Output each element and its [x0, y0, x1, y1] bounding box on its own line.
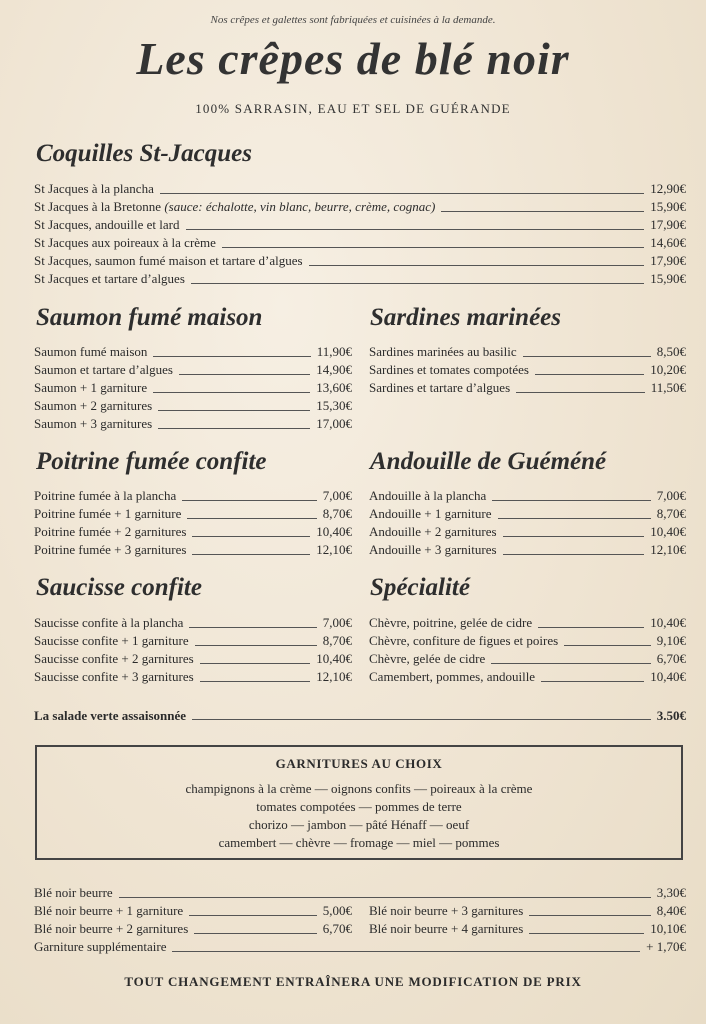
- menu-item: [34, 505, 352, 523]
- item-price: 17,90€: [650, 217, 686, 232]
- price-change-notice: TOUT CHANGEMENT ENTRAÎNERA UNE MODIFICATION DE PRIX: [124, 974, 582, 989]
- menu-item: [369, 902, 686, 920]
- item-price: 14,60€: [650, 235, 686, 250]
- item-price: 8,50€: [656, 344, 686, 359]
- menu-item: [34, 668, 352, 686]
- item-label: Saumon et tartare d’algues: [34, 362, 173, 377]
- menu-item: [34, 541, 352, 559]
- item-label: Poitrine fumée à la plancha: [34, 488, 177, 503]
- item-label: Saucisse confite + 1 garniture: [34, 633, 189, 648]
- menu-item: [34, 938, 686, 956]
- garnitures-box: [35, 745, 683, 860]
- item-price: 17,90€: [650, 253, 686, 268]
- menu-item: [34, 216, 686, 234]
- item-price: 7,00€: [656, 488, 686, 503]
- item-price: 15,90€: [650, 199, 686, 214]
- menu-item: [34, 234, 686, 252]
- item-price: 12,10€: [316, 542, 352, 557]
- menu-item: [34, 379, 352, 397]
- section-title-saumon: Saumon fumé maison: [36, 304, 263, 331]
- item-note: (sauce: échalotte, vin blanc, beurre, crème, cognac): [164, 199, 436, 214]
- menu-item: [369, 505, 686, 523]
- item-price: 12,90€: [650, 181, 686, 196]
- menu-item: [369, 920, 686, 938]
- garniture-supplement-line: [34, 938, 686, 956]
- item-price: 5,00€: [322, 903, 352, 918]
- item-price: 6,70€: [322, 921, 352, 936]
- item-label: St Jacques, saumon fumé maison et tartare d’algues: [34, 253, 303, 268]
- menu-item: [34, 614, 352, 632]
- menu-item: [34, 632, 352, 650]
- menu-list-andouille: [369, 487, 686, 559]
- menu-item: [369, 668, 686, 686]
- item-label: Chèvre, poitrine, gelée de cidre: [369, 615, 533, 630]
- section-title-sardines: Sardines marinées: [370, 304, 562, 331]
- menu-item: [34, 487, 352, 505]
- menu-item: [34, 397, 352, 415]
- item-label: St Jacques à la Bretonne: [34, 199, 162, 214]
- intro-note: Nos crêpes et galettes sont fabriquées et cuisinées à la demande.: [210, 14, 496, 26]
- item-price: 10,40€: [316, 651, 352, 666]
- item-price: 12,10€: [650, 542, 686, 557]
- menu-item: [34, 270, 686, 288]
- item-label: Saumon fumé maison: [34, 344, 148, 359]
- ble-noir-beurre-line: [34, 884, 686, 902]
- menu-list-stjacques: [34, 180, 686, 288]
- section-title-stjacques: Coquilles St-Jacques: [36, 140, 252, 167]
- menu-list-saucisse: [34, 614, 352, 686]
- ble-noir-list-left: [34, 902, 352, 938]
- menu-item: [34, 343, 352, 361]
- item-price: 14,90€: [316, 362, 352, 377]
- item-price: 10,40€: [650, 524, 686, 539]
- menu-item: [369, 632, 686, 650]
- item-label: Chèvre, gelée de cidre: [369, 651, 486, 666]
- item-price: 8,70€: [656, 506, 686, 521]
- item-label: Blé noir beurre + 3 garnitures: [369, 903, 524, 918]
- page-subtitle: 100% SARRASIN, EAU ET SEL DE GUÉRANDE: [195, 101, 511, 116]
- item-label: Andouille à la plancha: [369, 488, 487, 503]
- menu-item: [34, 180, 686, 198]
- item-price: 10,40€: [316, 524, 352, 539]
- item-price: 9,10€: [656, 633, 686, 648]
- item-label: Saucisse confite + 3 garnitures: [34, 669, 194, 684]
- item-price: + 1,70€: [646, 939, 686, 954]
- item-label: Saumon + 2 garnitures: [34, 398, 153, 413]
- menu-item: [34, 252, 686, 270]
- item-label: Poitrine fumée + 1 garniture: [34, 506, 182, 521]
- item-price: 11,50€: [650, 380, 686, 395]
- item-price: 12,10€: [316, 669, 352, 684]
- garnitures-line: tomates compotées — pommes de terre: [256, 799, 462, 814]
- item-price: 11,90€: [316, 344, 352, 359]
- item-label: La salade verte assaisonnée: [34, 708, 187, 723]
- item-price: 6,70€: [656, 651, 686, 666]
- garnitures-list: [37, 780, 681, 852]
- item-price: 8,70€: [322, 506, 352, 521]
- item-price: 8,40€: [656, 903, 686, 918]
- item-label: St Jacques à la plancha: [34, 181, 154, 196]
- item-label: Poitrine fumée + 2 garnitures: [34, 524, 187, 539]
- item-label: Blé noir beurre + 4 garnitures: [369, 921, 524, 936]
- menu-item: [34, 361, 352, 379]
- menu-item: [34, 920, 352, 938]
- section-title-poitrine: Poitrine fumée confite: [36, 448, 267, 475]
- item-label: St Jacques et tartare d’algues: [34, 271, 185, 286]
- section-title-saucisse: Saucisse confite: [36, 574, 202, 601]
- item-price: 17,00€: [316, 416, 352, 431]
- salad-line: [34, 706, 686, 724]
- item-label: Sardines marinées au basilic: [369, 344, 517, 359]
- menu-item: [369, 361, 686, 379]
- item-price: 10,40€: [650, 669, 686, 684]
- menu-item: [34, 198, 686, 216]
- menu-item: [369, 523, 686, 541]
- menu-item: [34, 902, 352, 920]
- menu-item: [34, 706, 686, 724]
- item-price: 13,60€: [316, 380, 352, 395]
- menu-list-saumon: [34, 343, 352, 433]
- menu-item: [369, 379, 686, 397]
- item-price: 7,00€: [322, 615, 352, 630]
- item-label: St Jacques, andouille et lard: [34, 217, 180, 232]
- menu-list-specialite: [369, 614, 686, 686]
- item-label: Sardines et tomates compotées: [369, 362, 529, 377]
- menu-item: [34, 523, 352, 541]
- item-label: Andouille + 3 garnitures: [369, 542, 497, 557]
- item-price: 3,30€: [656, 885, 686, 900]
- menu-item: [34, 650, 352, 668]
- item-label: Camembert, pommes, andouille: [369, 669, 536, 684]
- item-label: Saucisse confite + 2 garnitures: [34, 651, 194, 666]
- item-label: Poitrine fumée + 3 garnitures: [34, 542, 187, 557]
- item-price: 15,30€: [316, 398, 352, 413]
- page-title: Les crêpes de blé noir: [136, 33, 570, 84]
- item-price: 7,00€: [322, 488, 352, 503]
- menu-item: [34, 884, 686, 902]
- menu-list-poitrine: [34, 487, 352, 559]
- menu-item: [369, 343, 686, 361]
- item-label: St Jacques aux poireaux à la crème: [34, 235, 216, 250]
- garnitures-line: champignons à la crème — oignons confits — poireaux à la crème: [185, 781, 533, 796]
- section-title-andouille: Andouille de Guéméné: [370, 448, 607, 475]
- item-price: 8,70€: [322, 633, 352, 648]
- item-label: Sardines et tartare d’algues: [369, 380, 511, 395]
- item-label: Blé noir beurre + 2 garnitures: [34, 921, 189, 936]
- item-label: Blé noir beurre: [34, 885, 113, 900]
- ble-noir-list-right: [369, 902, 686, 938]
- item-label: Andouille + 2 garnitures: [369, 524, 497, 539]
- menu-item: [369, 614, 686, 632]
- item-label: Saucisse confite à la plancha: [34, 615, 184, 630]
- item-label: Andouille + 1 garniture: [369, 506, 492, 521]
- item-price: 10,10€: [650, 921, 686, 936]
- section-title-specialite: Spécialité: [370, 574, 470, 601]
- menu-item: [369, 541, 686, 559]
- item-label: Chèvre, confiture de figues et poires: [369, 633, 559, 648]
- garnitures-line: camembert — chèvre — fromage — miel — pommes: [218, 835, 500, 850]
- item-label: Saumon + 1 garniture: [34, 380, 148, 395]
- menu-item: [34, 415, 352, 433]
- item-price: 15,90€: [650, 271, 686, 286]
- item-price: 10,20€: [650, 362, 686, 377]
- item-label: Garniture supplémentaire: [34, 939, 167, 954]
- garnitures-line: chorizo — jambon — pâté Hénaff — oeuf: [248, 817, 470, 832]
- item-label: Saumon + 3 garnitures: [34, 416, 153, 431]
- item-price: 10,40€: [650, 615, 686, 630]
- menu-item: [369, 650, 686, 668]
- item-label: Blé noir beurre + 1 garniture: [34, 903, 184, 918]
- garnitures-title: GARNITURES AU CHOIX: [275, 756, 443, 771]
- menu-list-sardines: [369, 343, 686, 397]
- menu-item: [369, 487, 686, 505]
- item-price: 3.50€: [656, 708, 686, 723]
